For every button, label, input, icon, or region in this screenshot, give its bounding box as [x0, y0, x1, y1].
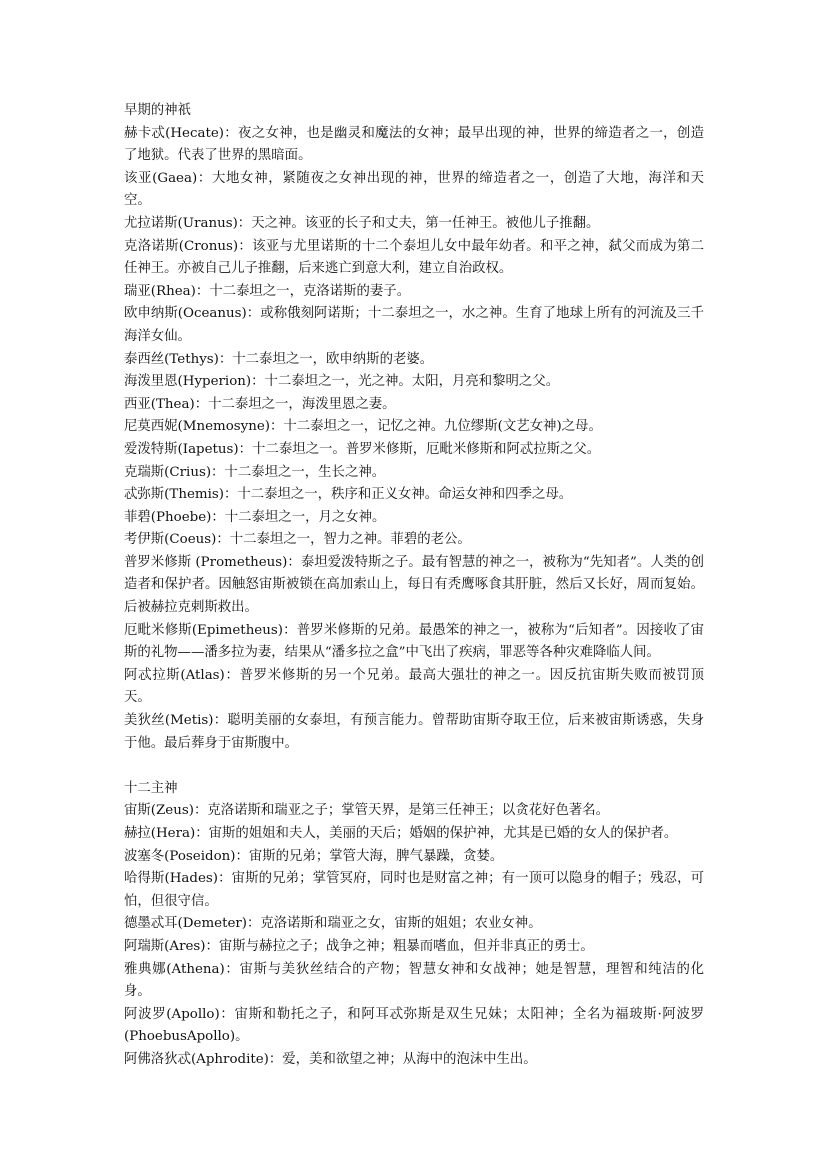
section-twelve-olympians: [124, 778, 704, 1072]
section-early-gods: [124, 100, 704, 755]
section-title: 十二主神: [124, 780, 178, 796]
entry-tethys: 泰西丝(Tethys)：十二泰坦之一，欧申纳斯的老婆。: [124, 351, 434, 367]
document-body: [124, 100, 704, 1072]
entry-poseidon: 波塞冬(Poseidon)：宙斯的兄弟；掌管大海，脾气暴躁，贪婪。: [124, 848, 504, 864]
entry-oceanus: 欧申纳斯(Oceanus)：或称俄刻阿诺斯；十二泰坦之一，水之神。生育了地球上所有的河流及三千海洋女仙。: [124, 306, 704, 344]
entry-zeus: 宙斯(Zeus)：克洛诺斯和瑞亚之子；掌管天界，是第三任神王；以贪花好色著名。: [124, 803, 610, 819]
entry-hades: 哈得斯(Hades)：宙斯的兄弟；掌管冥府，同时也是财富之神；有一顶可以隐身的帽子；残忍，可怕，但很守信。: [124, 871, 704, 909]
entry-athena: 雅典娜(Athena)：宙斯与美狄丝结合的产物；智慧女神和女战神；她是智慧，理智和纯洁的化身。: [124, 961, 704, 1000]
entry-phoebe: 菲碧(Phoebe)：十二泰坦之一，月之女神。: [124, 509, 386, 525]
entry-ares: 阿瑞斯(Ares)：宙斯与赫拉之子；战争之神；粗暴而嗜血，但并非真正的勇士。: [124, 938, 594, 954]
entry-hyperion: 海泼里恩(Hyperion)：十二泰坦之一，光之神。太阳，月亮和黎明之父。: [124, 374, 560, 390]
entry-metis: 美狄丝(Metis)：聪明美丽的女泰坦，有预言能力。曾帮助宙斯夺取王位，后来被宙斯诱惑，失身于他。最后葬身于宙斯腹中。: [124, 713, 704, 751]
entry-gaea: 该亚(Gaea)：大地女神，紧随夜之女神出现的神，世界的缔造者之一，创造了大地，海洋和天空。: [124, 170, 704, 209]
entry-uranus: 尤拉诺斯(Uranus)：天之神。该亚的长子和丈夫，第一任神王。被他儿子推翻。: [124, 215, 600, 231]
section-spacer: [124, 755, 704, 778]
entry-prometheus: 普罗米修斯 (Prometheus)：泰坦爱泼特斯之子。最有智慧的神之一，被称为“先知者”。人类的创造者和保护者。因触怒宙斯被锁在高加索山上，每日有秃鹰啄食其肝脏，然后又长好，周而复始。后被赫拉克剌斯救出。: [124, 554, 704, 616]
entry-apollo: 阿波罗(Apollo)：宙斯和勒托之子，和阿耳忒弥斯是双生兄妹；太阳神；全名为福玻斯·阿波罗(PhoebusApollo)。: [124, 1006, 704, 1045]
section-title: 早期的神祇: [124, 103, 191, 118]
entry-hecate: 赫卡忒(Hecate)：夜之女神，也是幽灵和魔法的女神；最早出现的神，世界的缔造者之一，创造了地狱。代表了世界的黑暗面。: [124, 125, 704, 164]
entry-hera: 赫拉(Hera)：宙斯的姐姐和夫人，美丽的天后；婚姻的保护神，尤其是已婚的女人的保护者。: [124, 826, 678, 841]
entry-aphrodite: 阿佛洛狄忒(Aphrodite)：爱，美和欲望之神；从海中的泡沫中生出。: [124, 1051, 537, 1067]
entry-rhea: 瑞亚(Rhea)：十二泰坦之一，克洛诺斯的妻子。: [124, 283, 411, 299]
entry-thea: 西亚(Thea)：十二泰坦之一，海泼里恩之妻。: [124, 396, 396, 412]
entry-coeus: 考伊斯(Coeus)：十二泰坦之一，智力之神。菲碧的老公。: [124, 532, 471, 548]
entry-cronus: 克洛诺斯(Cronus)：该亚与尤里诺斯的十二个泰坦儿女中最年幼者。和平之神，弑父而成为第二任神王。亦被自己儿子推翻，后来逃亡到意大利，建立自治政权。: [124, 238, 704, 277]
entry-epimetheus: 厄毗米修斯(Epimetheus)：普罗米修斯的兄弟。最愚笨的神之一，被称为“后知者”。因接收了宙斯的礼物——潘多拉为妻，结果从“潘多拉之盒”中飞出了疾病，罪恶等各种灾难降临人间。: [124, 622, 704, 661]
entry-demeter: 德墨忒耳(Demeter)：克洛诺斯和瑞亚之女，宙斯的姐姐；农业女神。: [124, 916, 542, 932]
entry-atlas: 阿忒拉斯(Atlas)：普罗米修斯的另一个兄弟。最高大强壮的神之一。因反抗宙斯失败而被罚顶天。: [124, 667, 704, 706]
entry-crius: 克瑞斯(Crius)：十二泰坦之一，生长之神。: [124, 464, 386, 480]
entry-mnemosyne: 尼莫西妮(Mnemosyne)：十二泰坦之一，记忆之神。九位缪斯(文艺女神)之母。: [124, 419, 602, 435]
entry-iapetus: 爱泼特斯(Iapetus)：十二泰坦之一。普罗米修斯，厄毗米修斯和阿忒拉斯之父。: [124, 441, 601, 457]
entry-themis: 忒弥斯(Themis)：十二泰坦之一，秩序和正义女神。命运女神和四季之母。: [124, 487, 573, 503]
